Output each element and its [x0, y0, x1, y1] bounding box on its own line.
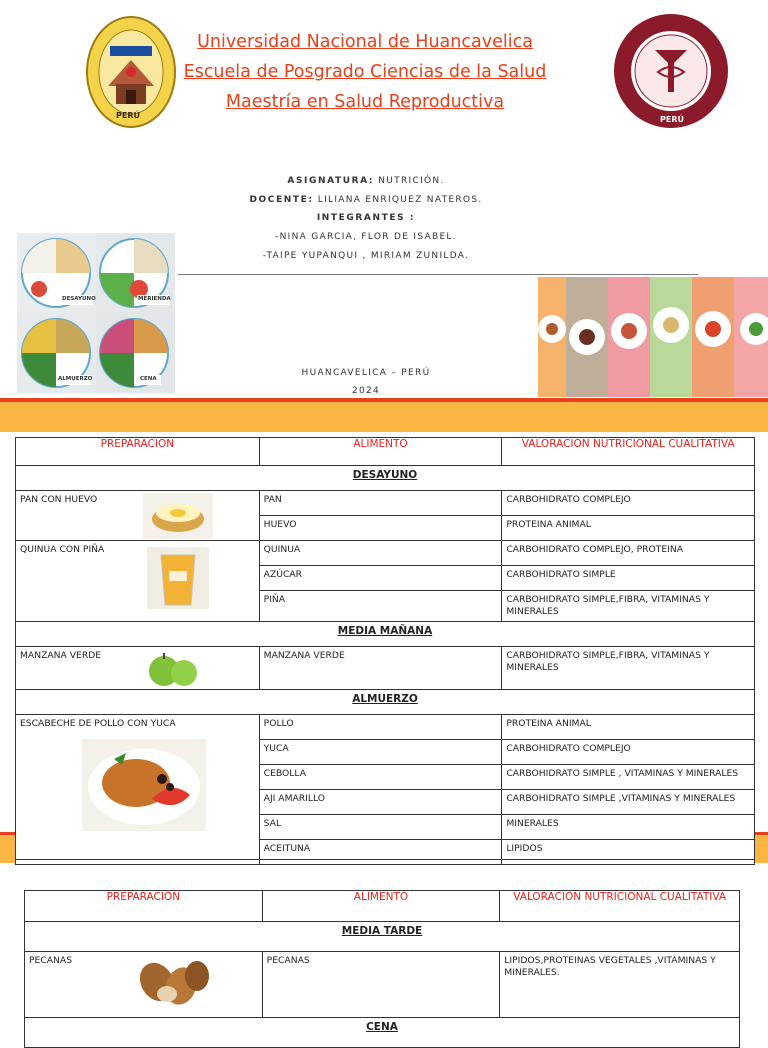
val-manzana: CARBOHIDRATO SIMPLE,FIBRA, VITAMINAS Y MINERALES: [502, 647, 755, 690]
food-yuca: YUCA: [259, 740, 502, 765]
subject-value: NUTRICIÓN.: [378, 176, 445, 186]
section-media-tarde: MEDIA TARDE: [25, 922, 740, 952]
plate-label-desayuno: DESAYUNO: [62, 296, 96, 302]
val-yuca: CARBOHIDRATO COMPLEJO: [502, 740, 755, 765]
teacher-line: [180, 195, 552, 205]
section-row: [16, 690, 755, 715]
prep-cell: [25, 952, 263, 1018]
university-seal-right: [612, 12, 730, 130]
plate-collage: [17, 233, 175, 393]
table-header-row: [25, 891, 740, 922]
col-header-preparacion: PREPARACIÓN: [25, 891, 263, 922]
food-sal: SAL: [259, 815, 502, 840]
member-2: -TAIPE YUPANQUI , MIRIAM ZUNILDA.: [262, 251, 470, 261]
val-huevo: PROTEINA ANIMAL: [502, 516, 755, 541]
food-pina: PIÑA: [259, 591, 502, 622]
members-label: INTEGRANTES :: [316, 213, 416, 223]
col-header-alimento: ALIMENTO: [262, 891, 500, 922]
food-pecanas: PECANAS: [262, 952, 500, 1018]
nutrition-table-1: [15, 437, 755, 865]
val-pan: CARBOHIDRATO COMPLEJO: [502, 491, 755, 516]
quinua-drink-image: [147, 547, 209, 609]
col-header-valoracion: VALORACIÓN NUTRICIONAL CUALITATIVA: [502, 438, 755, 466]
val-azucar: CARBOHIDRATO SIMPLE: [502, 566, 755, 591]
table-header-row: [16, 438, 755, 466]
subject-label: ASIGNATURA:: [287, 176, 375, 186]
prep-cell: [16, 541, 260, 622]
green-apple-image: [142, 651, 204, 687]
food-pollo: POLLO: [259, 715, 502, 740]
plate-label-almuerzo: ALMUERZO: [58, 376, 93, 382]
food-manzana: MANZANA VERDE: [259, 647, 502, 690]
section-row: [25, 922, 740, 952]
table-row: [16, 491, 755, 516]
val-aceituna: LIPIDOS: [502, 840, 755, 865]
val-pecanas: LIPIDOS,PROTEINAS VEGETALES ,VITAMINAS Y MINERALES.: [500, 952, 740, 1018]
prep-pecanas: PECANAS: [29, 955, 73, 966]
section-row: [16, 622, 755, 647]
left-seal-country: PERÚ: [116, 111, 140, 120]
year-line: 2024: [351, 386, 381, 396]
place-line: HUANCAVELICA – PERÚ: [301, 368, 431, 378]
col-header-preparacion: PREPARACIÓN: [16, 438, 260, 466]
val-sal: MINERALES: [502, 815, 755, 840]
prep-cell: [16, 647, 260, 690]
university-title: Universidad Nacional de Huancavelica: [197, 32, 533, 52]
section-row: [25, 1018, 740, 1048]
col-header-alimento: ALIMENTO: [259, 438, 502, 466]
header-divider: [178, 274, 698, 275]
prep-escabeche: ESCABECHE DE POLLO CON YUCA: [20, 718, 176, 729]
program-title: Maestría en Salud Reproductiva: [225, 92, 505, 112]
food-cebolla: CEBOLLA: [259, 765, 502, 790]
escabeche-image: [82, 739, 206, 831]
section-media-manana: MEDIA MAÑANA: [16, 622, 755, 647]
plate-label-cena: CENA: [140, 376, 157, 382]
section-almuerzo: ALMUERZO: [16, 690, 755, 715]
food-pan: PAN: [259, 491, 502, 516]
table-row: [16, 541, 755, 566]
food-azucar: AZÚCAR: [259, 566, 502, 591]
pecans-image: [133, 956, 213, 1008]
val-cebolla: CARBOHIDRATO SIMPLE , VITAMINAS Y MINERALES: [502, 765, 755, 790]
bread-egg-image: [143, 493, 213, 539]
teacher-value: LILIANA ENRIQUEZ NATEROS.: [317, 195, 483, 205]
prep-quinua-pina: QUINUA CON PIÑA: [20, 544, 105, 555]
table-row: [16, 647, 755, 690]
school-title: Escuela de Posgrado Ciencias de la Salud: [183, 62, 547, 82]
col-header-valoracion: VALORACIÓN NUTRICIONAL CUALITATIVA: [500, 891, 740, 922]
right-seal-country: PERÚ: [660, 115, 684, 124]
plate-label-merienda: MERIENDA: [138, 296, 171, 302]
val-pollo: PROTEINA ANIMAL: [502, 715, 755, 740]
teacher-label: DOCENTE:: [249, 195, 314, 205]
members-line: [180, 213, 552, 223]
food-aji: AJI AMARILLO: [259, 790, 502, 815]
section-row: [16, 466, 755, 491]
prep-cell: [16, 491, 260, 541]
subject-line: [180, 176, 552, 186]
nutrition-table-2: [24, 890, 740, 1048]
food-strip-collage: [538, 277, 768, 397]
section-desayuno: DESAYUNO: [16, 466, 755, 491]
val-quinua: CARBOHIDRATO COMPLEJO, PROTEINA: [502, 541, 755, 566]
section-cena: CENA: [25, 1018, 740, 1048]
table-row: [25, 952, 740, 1018]
prep-cell: [16, 715, 260, 865]
orange-band-fill: [0, 402, 768, 432]
prep-manzana: MANZANA VERDE: [20, 650, 102, 661]
val-aji: CARBOHIDRATO SIMPLE ,VITAMINAS Y MINERALES: [502, 790, 755, 815]
prep-pan-huevo: PAN CON HUEVO: [20, 494, 98, 505]
food-aceituna: ACEITUNA: [259, 840, 502, 865]
member-1: -NINA GARCIA, FLOR DE ISABEL.: [275, 232, 457, 242]
food-huevo: HUEVO: [259, 516, 502, 541]
food-quinua: QUINUA: [259, 541, 502, 566]
table-row: [16, 715, 755, 740]
val-pina: CARBOHIDRATO SIMPLE,FIBRA, VITAMINAS Y MINERALES: [502, 591, 755, 622]
